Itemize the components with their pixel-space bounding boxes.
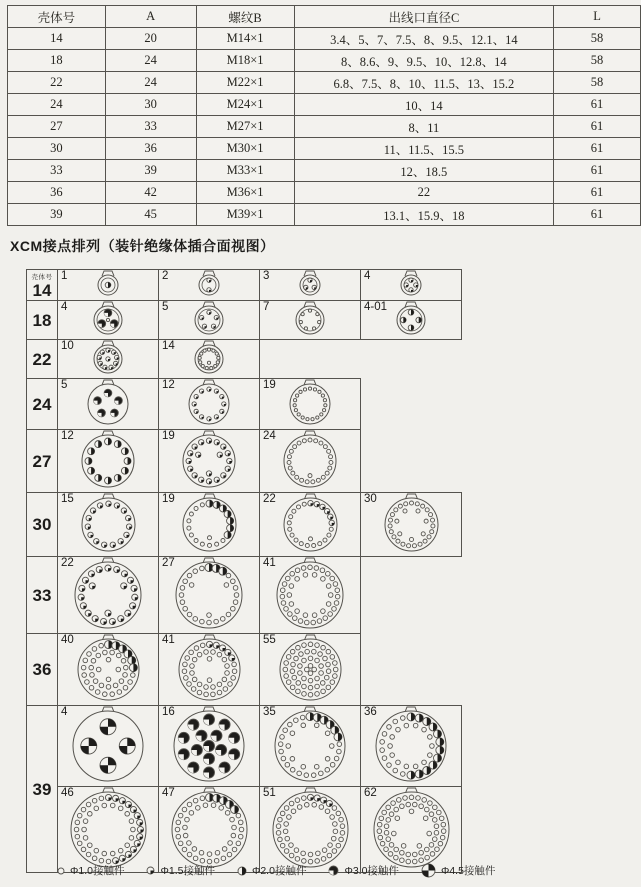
arrangement-cell-3 [260,270,361,300]
spec-cell: 8、11 [294,116,553,138]
contact-arrangement-grid [26,270,462,873]
connector-face-diagram [67,556,149,634]
connector-face-diagram [366,786,457,873]
shell-size-label [27,634,58,705]
phi4.5-contact-icon [420,862,437,879]
spec-cell: 58 [554,50,641,72]
spec-cell: 33 [105,116,196,138]
contact-count-label: 47 [162,787,175,799]
connector-face-diagram [276,492,345,557]
connector-face-diagram [187,339,231,379]
connector-face-diagram [70,633,147,706]
spec-col-header: 壳体号 [8,6,106,28]
spec-cell: 8、8.6、9、9.5、10、12.8、14 [294,50,553,72]
arrangement-row-36 [26,633,361,706]
arrangement-row-14 [26,269,462,301]
shell-size-label [27,706,58,872]
spec-cell: 27 [8,116,106,138]
contact-count-label: 55 [263,634,276,646]
spec-cell: 61 [554,182,641,204]
arrangement-cell-35 [260,706,361,786]
connector-face-diagram [80,378,136,430]
contact-count-label: 4 [364,270,371,282]
contact-count-label: 4-01 [364,301,388,313]
spec-cell: 20 [105,28,196,50]
shell-number: 30 [32,515,52,534]
shell-number: 18 [32,310,52,330]
spec-cell: M14×1 [196,28,294,50]
arrangement-cell-4 [58,706,159,786]
shell-number: 14 [32,280,52,300]
contact-size-legend [56,862,495,879]
connector-face-diagram [168,556,250,634]
contact-count-label: 19 [263,379,276,391]
arrangement-row-22 [26,339,260,379]
arrangement-cell-62 [361,787,461,872]
contact-count-label: 35 [263,706,276,718]
legend-item-phi2.0 [236,863,306,878]
spec-cell: M18×1 [196,50,294,72]
connector-face-diagram [265,786,356,873]
spec-col-header: L [554,6,641,28]
arrangement-row-27 [26,429,361,493]
arrangement-cell-15 [58,493,159,556]
connector-face-diagram [181,378,237,430]
contact-count-label: 1 [61,270,68,282]
shell-size-label [27,301,58,339]
spec-row [8,160,641,182]
connector-face-diagram [389,300,433,340]
spec-row [8,138,641,160]
spec-cell: M22×1 [196,72,294,94]
contact-count-label: 14 [162,340,175,352]
arrangement-cell-41 [260,557,360,633]
connector-face-diagram [86,300,130,340]
spec-table-body [8,28,641,226]
contact-count-label: 41 [263,557,276,569]
arrangement-cell-40 [58,634,159,705]
spec-cell: 58 [554,72,641,94]
arrangement-cell-12 [58,430,159,492]
shell-size-label [27,379,58,429]
legend-label: Φ2.0接触件 [251,865,307,877]
legend-item-phi1.5 [145,863,214,878]
contact-count-label: 46 [61,787,74,799]
connector-face-diagram [187,300,231,340]
arrangement-cell-22 [58,557,159,633]
arrangement-cell-10 [58,340,159,378]
phi1.0-contact-icon [56,866,66,876]
arrangement-cell-5 [58,379,159,429]
connector-face-diagram [164,786,255,873]
contact-count-label: 7 [263,301,270,313]
spec-col-header: 螺纹B [196,6,294,28]
legend-item-phi3.0 [327,863,398,878]
spec-cell: 12、18.5 [294,160,553,182]
shell-size-label [27,270,58,300]
corner-header-label: 壳体号 [31,273,53,281]
spec-cell: 18 [8,50,106,72]
connector-face-diagram [86,339,130,379]
connector-face-diagram [393,269,429,301]
connector-face-diagram [282,378,338,430]
connector-face-diagram [74,492,143,557]
arrangement-cell-1 [58,270,159,300]
contact-count-label: 19 [162,493,175,505]
shell-size-label [27,430,58,492]
arrangement-cell-22 [260,493,361,556]
subrow [58,706,461,787]
spec-cell: 11、11.5、15.5 [294,138,553,160]
contact-count-label: 4 [61,301,68,313]
arrangement-cell-19 [159,493,260,556]
arrangement-cell-5 [159,301,260,339]
connector-face-diagram [171,633,248,706]
contact-count-label: 22 [263,493,276,505]
spec-cell: 36 [105,138,196,160]
contact-count-label: 19 [162,430,175,442]
arrangement-cell-12 [159,379,260,429]
shell-39-subrows [58,706,461,872]
connector-face-diagram [90,269,126,301]
arrangement-cell-27 [159,557,260,633]
arrangement-cell-36 [361,706,461,786]
contact-count-label: 16 [162,706,175,718]
connector-face-diagram [368,705,454,787]
spec-cell: 39 [8,204,106,226]
arrangement-cell-55 [260,634,360,705]
spec-cell: 61 [554,204,641,226]
arrangement-cell-16 [159,706,260,786]
arrangement-cell-24 [260,430,360,492]
phi2.0-contact-icon [236,865,248,877]
spec-cell: M33×1 [196,160,294,182]
spec-cell: 22 [8,72,106,94]
shell-number: 22 [32,349,52,369]
arrangement-cell-7 [260,301,361,339]
spec-cell: 61 [554,138,641,160]
shell-spec-table [7,5,641,226]
phi3.0-contact-icon [327,864,340,877]
shell-size-label [27,557,58,633]
spec-cell: 14 [8,28,106,50]
spec-cell: 45 [105,204,196,226]
connector-face-diagram [63,786,154,873]
legend-label: Φ4.5接触件 [440,865,496,877]
arrangement-cell-41 [159,634,260,705]
arrangement-row-24 [26,378,361,430]
contact-count-label: 4 [61,706,68,718]
spec-row [8,94,641,116]
spec-row [8,116,641,138]
spec-cell: 58 [554,28,641,50]
spec-cell: M36×1 [196,182,294,204]
shell-size-label [27,493,58,556]
spec-col-header: 出线口直径C [294,6,553,28]
connector-face-diagram [272,633,349,706]
contact-count-label: 62 [364,787,377,799]
arrangement-row-18 [26,300,462,340]
legend-label: Φ1.0接触件 [70,865,125,877]
spec-cell: 39 [105,160,196,182]
shell-size-label [27,340,58,378]
connector-face-diagram [377,492,446,557]
connector-face-diagram [288,300,332,340]
legend-item-phi4.5 [420,862,495,879]
contact-count-label: 3 [263,270,270,282]
spec-cell: 30 [8,138,106,160]
spec-cell: 61 [554,94,641,116]
arrangement-row-39 [26,705,462,873]
phi1.5-contact-icon [145,865,156,876]
connector-face-diagram [292,269,328,301]
connector-face-diagram [74,429,142,493]
spec-cell: 61 [554,160,641,182]
arrangement-row-33 [26,556,361,634]
connector-face-diagram [65,705,151,787]
contact-count-label: 41 [162,634,175,646]
spec-cell: M30×1 [196,138,294,160]
spec-row [8,72,641,94]
spec-cell: 24 [105,50,196,72]
legend-label: Φ1.5接触件 [160,865,215,877]
connector-face-diagram [269,556,351,634]
arrangement-cell-2 [159,270,260,300]
arrangement-cell-19 [260,379,360,429]
shell-number: 24 [32,394,52,414]
legend-item-phi1.0 [56,863,124,878]
arrangement-cell-4 [361,270,461,300]
spec-cell: 10、14 [294,94,553,116]
spec-col-header: A [105,6,196,28]
spec-cell: 22 [294,182,553,204]
legend-label: Φ3.0接触件 [344,865,399,877]
arrangement-cell-4-01 [361,301,461,339]
arrangement-cell-47 [159,787,260,872]
contact-count-label: 15 [61,493,74,505]
spec-cell: 33 [8,160,106,182]
contact-count-label: 30 [364,493,377,505]
arrangement-row-30 [26,492,462,557]
spec-cell: M24×1 [196,94,294,116]
spec-cell: 13.1、15.9、18 [294,204,553,226]
spec-row [8,204,641,226]
arrangement-cell-14 [159,340,259,378]
arrangement-cell-19 [159,430,260,492]
contact-count-label: 12 [162,379,175,391]
contact-count-label: 5 [61,379,68,391]
connector-face-diagram [276,429,344,493]
shell-number: 36 [32,660,52,679]
connector-face-diagram [191,269,227,301]
shell-number: 39 [32,779,52,799]
contact-count-label: 51 [263,787,276,799]
spec-cell: 6.8、7.5、8、10、11.5、13、15.2 [294,72,553,94]
connector-face-diagram [175,492,244,557]
spec-cell: 61 [554,116,641,138]
spec-table-header [8,6,641,28]
spec-cell: M27×1 [196,116,294,138]
contact-count-label: 12 [61,430,74,442]
spec-row [8,50,641,72]
arrangement-cell-30 [361,493,461,556]
contact-count-label: 10 [61,340,74,352]
connector-face-diagram [267,705,353,787]
connector-face-diagram [175,429,243,493]
spec-cell: 24 [8,94,106,116]
contact-count-label: 5 [162,301,169,313]
spec-cell: 3.4、5、7、7.5、8、9.5、12.1、14 [294,28,553,50]
section-title: XCM接点排列（装针绝缘体插合面视图） [10,238,275,254]
spec-row [8,28,641,50]
arrangement-cell-4 [58,301,159,339]
contact-count-label: 2 [162,270,169,282]
contact-count-label: 40 [61,634,74,646]
connector-face-diagram [166,705,252,787]
contact-count-label: 22 [61,557,74,569]
spec-cell: 24 [105,72,196,94]
contact-count-label: 36 [364,706,377,718]
spec-row [8,182,641,204]
shell-number: 27 [32,451,52,471]
contact-count-label: 24 [263,430,276,442]
spec-cell: 36 [8,182,106,204]
spec-cell: M39×1 [196,204,294,226]
arrangement-cell-51 [260,787,361,872]
spec-cell: 30 [105,94,196,116]
arrangement-cell-46 [58,787,159,872]
shell-number: 33 [32,585,52,605]
subrow [58,787,461,872]
contact-count-label: 27 [162,557,175,569]
spec-cell: 42 [105,182,196,204]
